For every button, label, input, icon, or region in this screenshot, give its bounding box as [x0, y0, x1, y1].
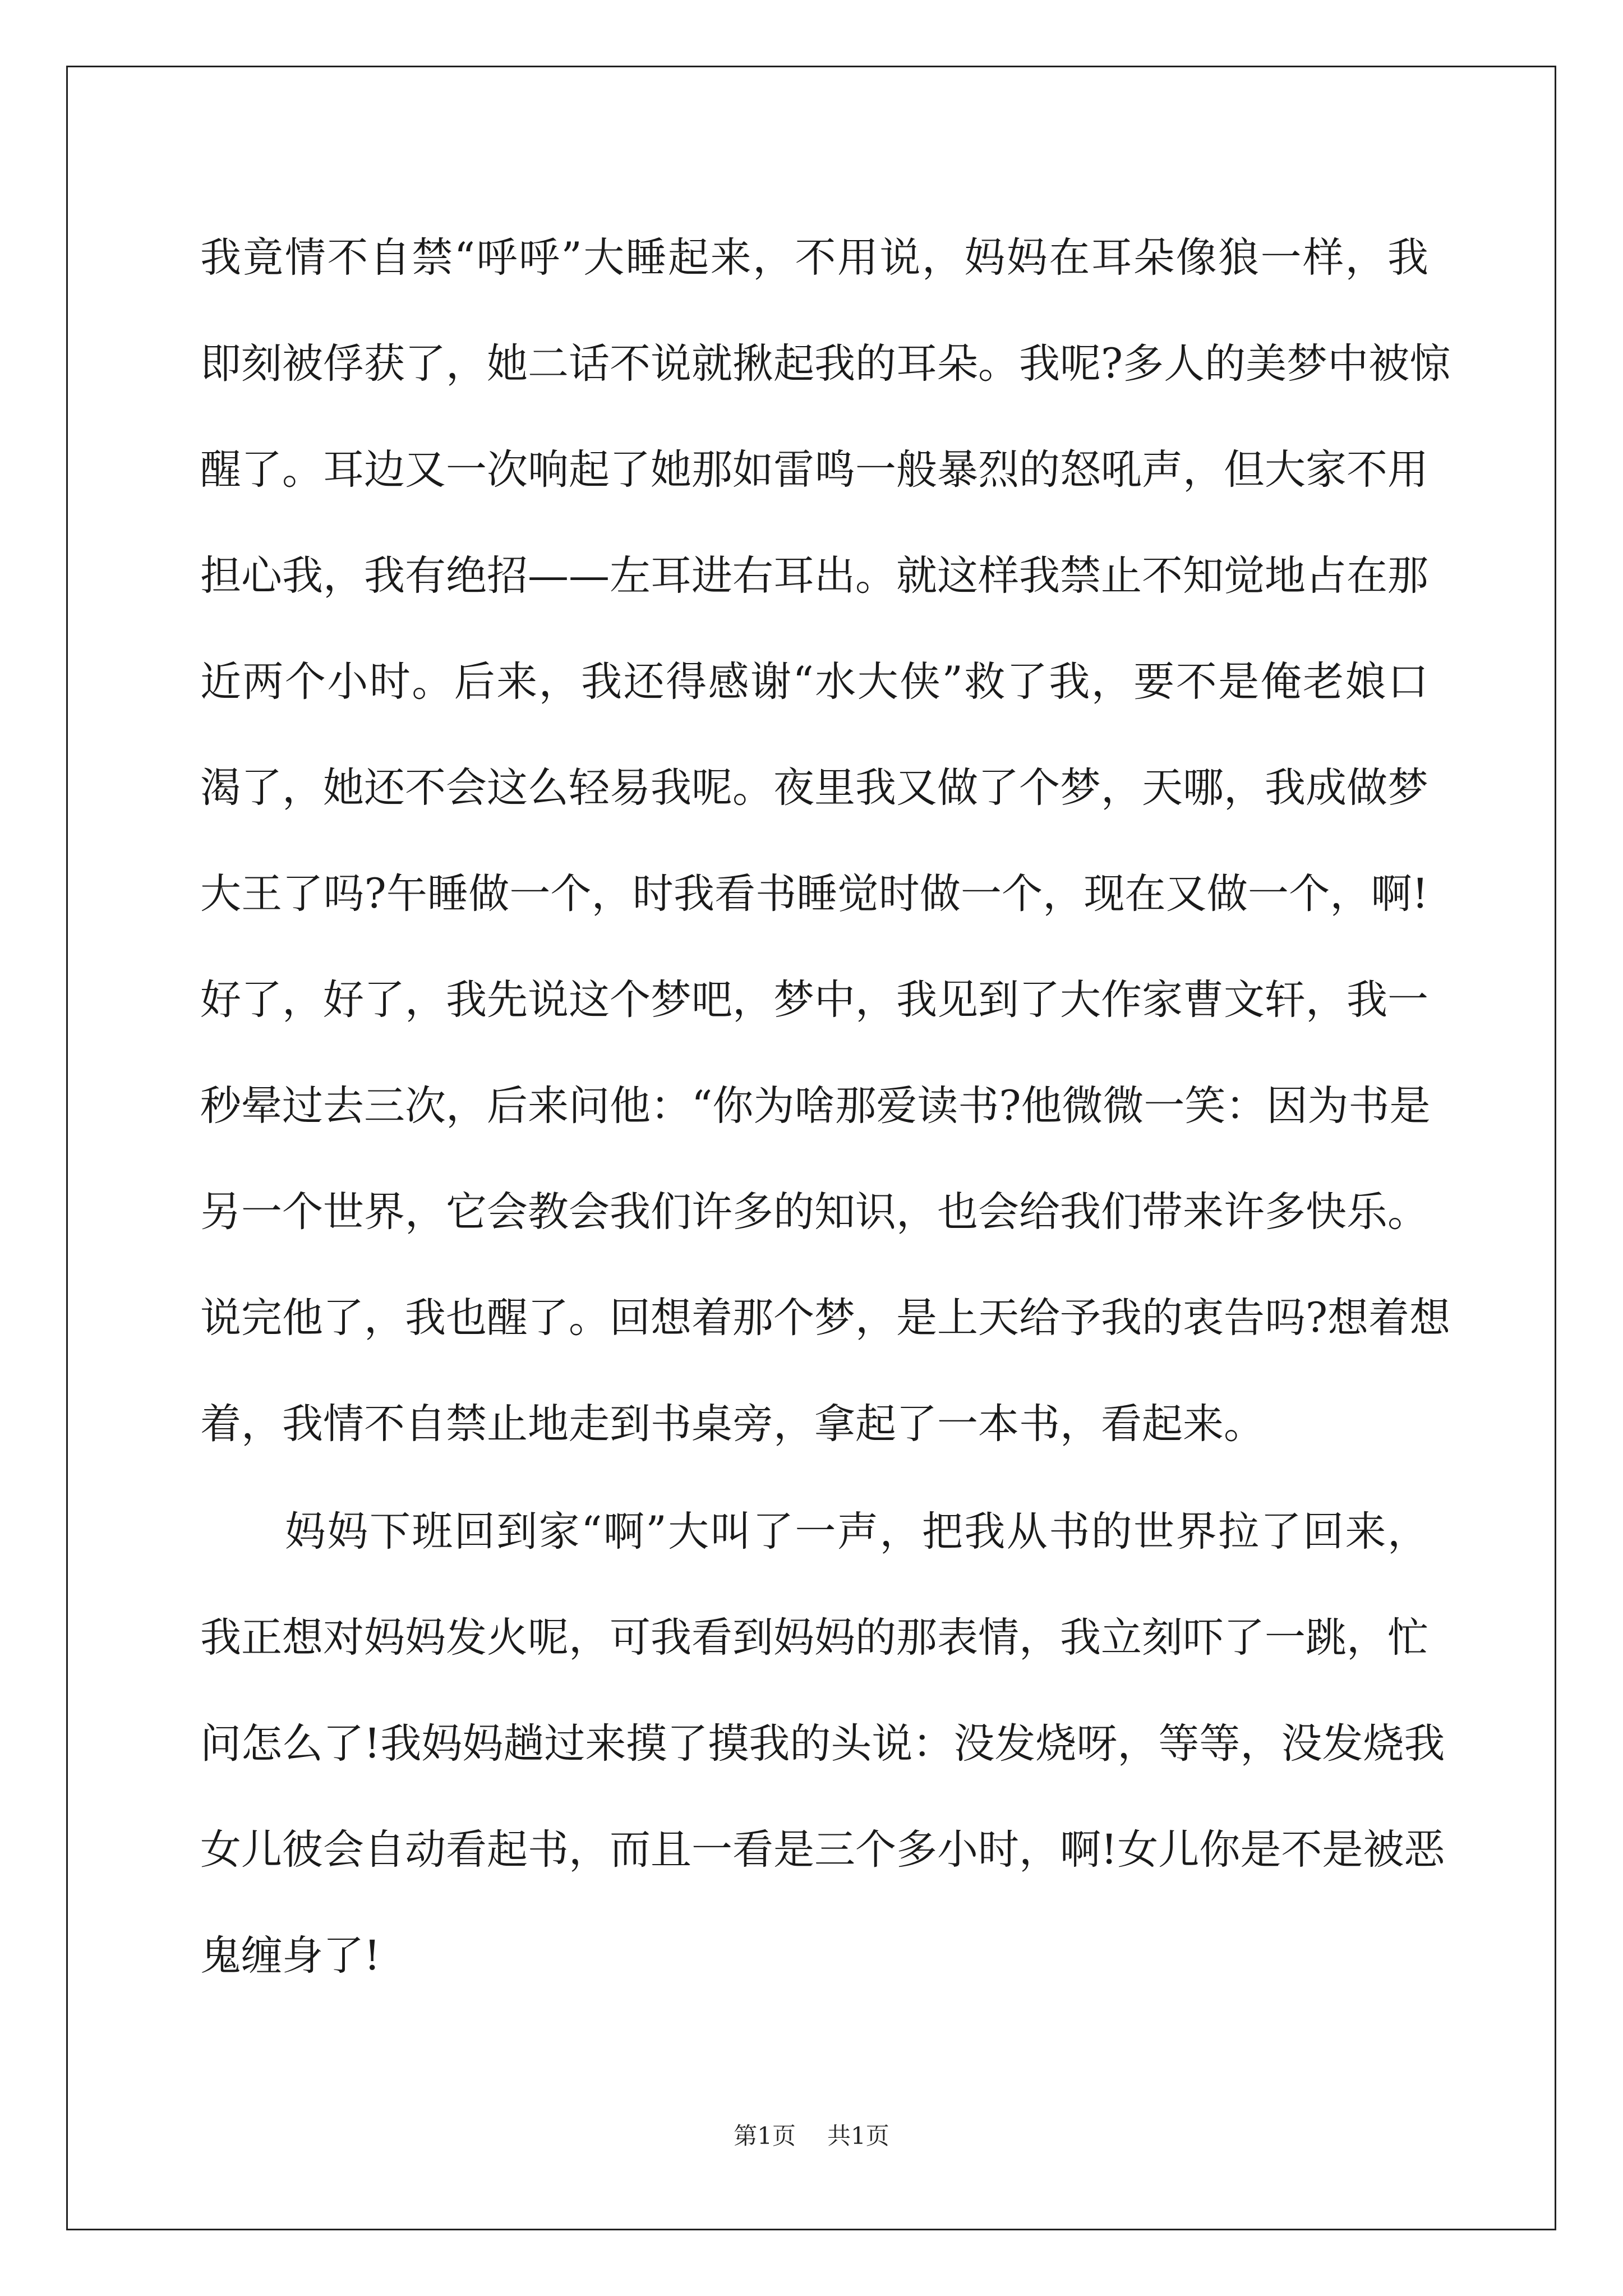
text-line: 醒了。耳边又一次响起了她那如雷鸣一般暴烈的怒吼声，但大家不用 [200, 446, 1428, 494]
text-line: 大王了吗?午睡做一个，时我看书睡觉时做一个，现在又做一个，啊! [200, 870, 1428, 918]
text-line: 着，我情不自禁止地走到书桌旁，拿起了一本书，看起来。 [200, 1400, 1265, 1448]
paragraph-2 [200, 1479, 1445, 2009]
text-line: 秒晕过去三次，后来问他：“你为啥那爱读书?他微微一笑：因为书是 [200, 1082, 1431, 1130]
paragraph-1 [200, 205, 1451, 1477]
text-line: 我竟情不自禁“呼呼”大睡起来，不用说，妈妈在耳朵像狼一样，我 [200, 234, 1428, 282]
text-line: 担心我，我有绝招——左耳进右耳出。就这样我禁止不知觉地占在那 [200, 552, 1428, 600]
text-line: 女儿彼会自动看起书，而且一看是三个多小时，啊!女儿你是不是被恶 [200, 1826, 1445, 1874]
document-body [200, 205, 1451, 2009]
page-total: 共1页 [827, 2122, 889, 2150]
text-line: 近两个小时。后来，我还得感谢“水大侠”救了我，要不是俺老娘口 [200, 658, 1428, 706]
text-line: 说完他了，我也醒了。回想着那个梦，是上天给予我的衷告吗?想着想 [200, 1294, 1451, 1342]
text-line: 我正想对妈妈发火呢，可我看到妈妈的那表情，我立刻吓了一跳，忙 [200, 1614, 1428, 1662]
text-line: 另一个世界，它会教会我们许多的知识，也会给我们带来许多快乐。 [200, 1188, 1428, 1236]
text-line: 好了，好了，我先说这个梦吧，梦中，我见到了大作家曹文轩，我一 [200, 976, 1428, 1024]
text-line: 渴了，她还不会这么轻易我呢。夜里我又做了个梦，天哪，我成做梦 [200, 764, 1428, 812]
text-line: 鬼缠身了! [200, 1932, 381, 1980]
text-line: 妈妈下班回到家“啊”大叫了一声，把我从书的世界拉了回来， [200, 1508, 1428, 1556]
page-footer [0, 2119, 1623, 2153]
text-line: 问怎么了!我妈妈趟过来摸了摸我的头说：没发烧呀，等等，没发烧我 [200, 1720, 1445, 1768]
text-line: 即刻被俘获了，她二话不说就揪起我的耳朵。我呢?多人的美梦中被惊 [200, 340, 1451, 388]
page-number: 第1页 [734, 2122, 796, 2150]
